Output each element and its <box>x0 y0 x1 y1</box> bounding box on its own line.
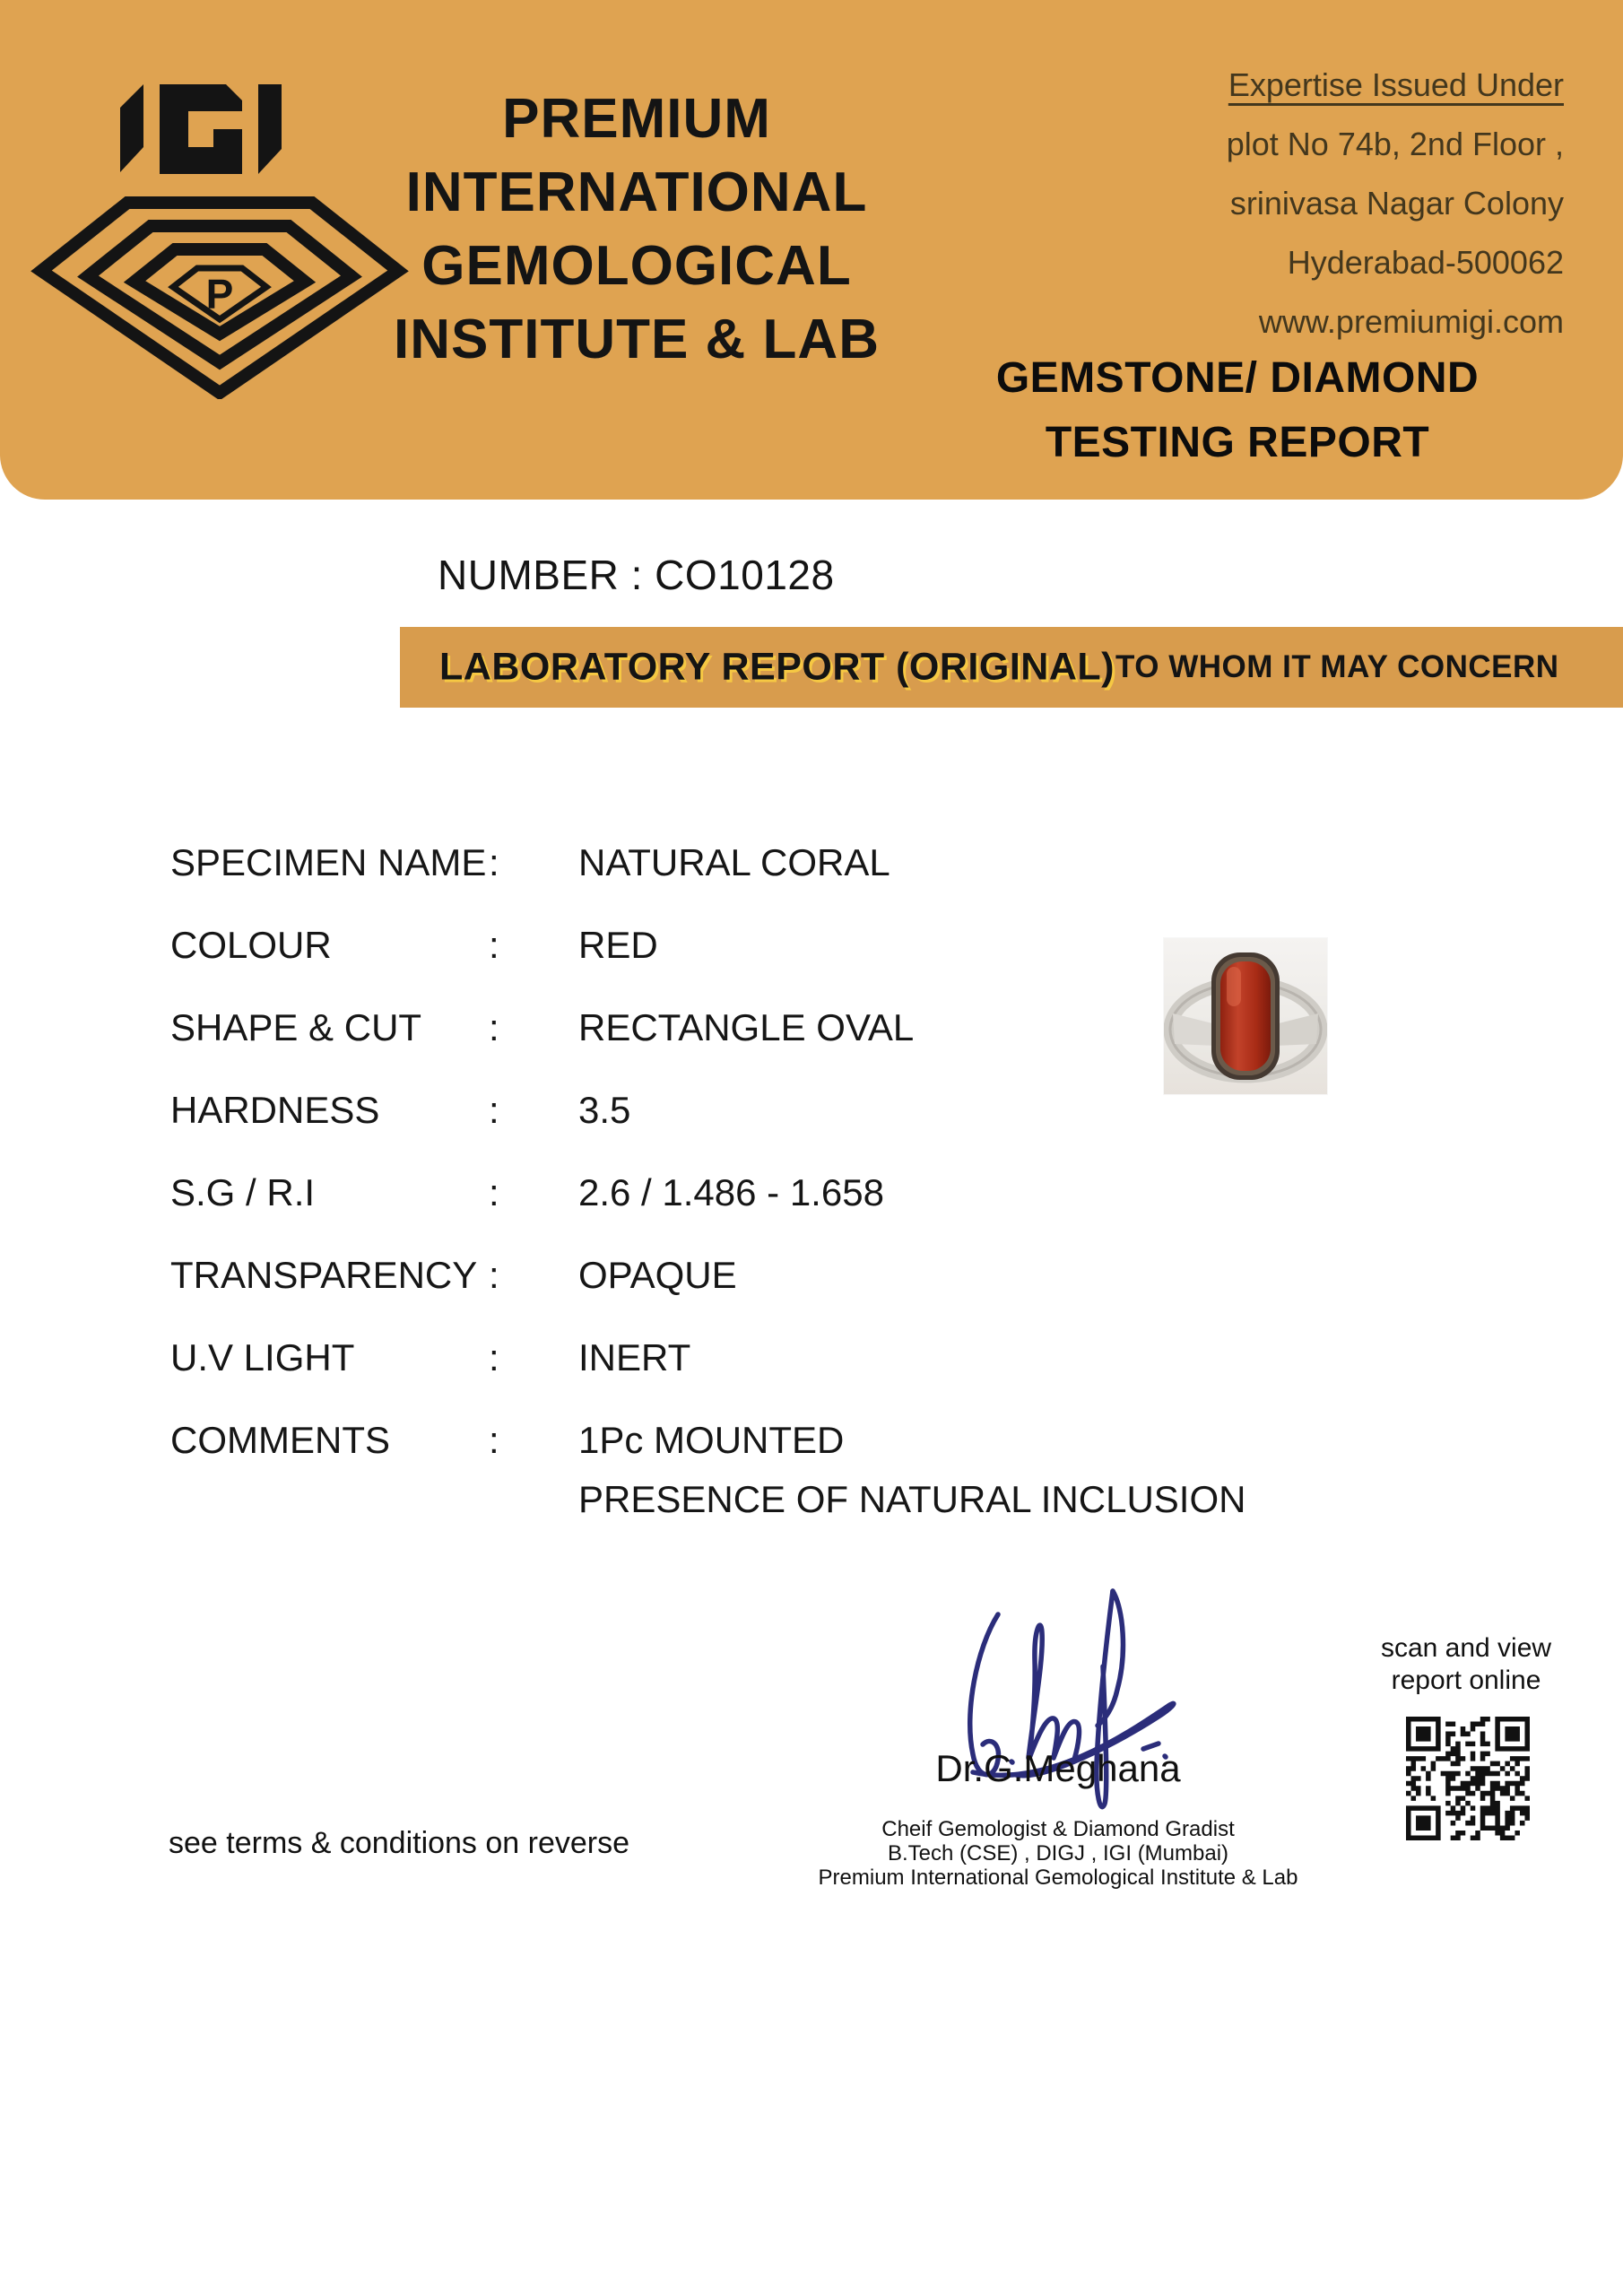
field-separator: : <box>489 1089 499 1131</box>
field-label: HARDNESS <box>170 1089 380 1131</box>
comments-second-line: PRESENCE OF NATURAL INCLUSION <box>578 1478 1246 1520</box>
report-type-line: GEMSTONE/ DIAMOND <box>995 354 1480 402</box>
field-row <box>0 1254 1623 1297</box>
report-type-line: TESTING REPORT <box>1045 419 1430 466</box>
logo-center-letter: P <box>205 271 234 317</box>
field-label: TRANSPARENCY <box>170 1254 478 1296</box>
field-value: NATURAL CORAL <box>578 841 890 883</box>
field-separator: : <box>489 1254 499 1296</box>
website-url: www.premiumigi.com <box>1258 303 1564 340</box>
address-line: Hyderabad-500062 <box>1287 244 1564 281</box>
field-separator: : <box>489 924 499 966</box>
issued-under-title: Expertise Issued Under <box>1228 66 1564 103</box>
org-name-line: INSTITUTE & LAB <box>394 309 880 370</box>
to-whom-it-may-concern: TO WHOM IT MAY CONCERN <box>1115 649 1559 684</box>
gemologist-signature <box>928 1577 1197 1828</box>
signatory-name: Dr.G.Meghana <box>935 1747 1181 1789</box>
field-label: COLOUR <box>170 924 332 966</box>
field-label: SHAPE & CUT <box>170 1006 422 1048</box>
field-separator: : <box>489 1336 499 1378</box>
address-line: srinivasa Nagar Colony <box>1229 185 1564 222</box>
qr-code-pattern <box>1406 1717 1530 1840</box>
address-line: plot No 74b, 2nd Floor , <box>1226 126 1564 162</box>
terms-note: see terms & conditions on reverse <box>169 1826 630 1860</box>
field-row <box>0 1089 1623 1132</box>
org-name <box>350 83 924 377</box>
field-label: SPECIMEN NAME <box>170 841 487 883</box>
org-name-line: INTERNATIONAL <box>405 161 868 223</box>
org-name-line: PREMIUM <box>502 88 771 150</box>
qr-caption-line: report online <box>1391 1665 1541 1695</box>
field-label: S.G / R.I <box>170 1171 316 1213</box>
field-row <box>0 1171 1623 1214</box>
field-value: 1Pc MOUNTED <box>578 1419 845 1461</box>
laboratory-report-title: LABORATORY REPORT (ORIGINAL) <box>439 645 1115 689</box>
field-separator: : <box>489 1419 499 1461</box>
org-name-line: GEMOLOGICAL <box>421 235 852 297</box>
field-value: OPAQUE <box>578 1254 737 1296</box>
report-number: NUMBER : CO10128 <box>438 552 835 598</box>
signatory-title-line: Cheif Gemologist & Diamond Gradist <box>881 1817 1235 1841</box>
coral-ring-illustration <box>1164 938 1327 1094</box>
field-row <box>0 1336 1623 1379</box>
field-value: INERT <box>578 1336 691 1378</box>
signatory-titles <box>771 1817 1345 1890</box>
report-type-heading <box>995 346 1480 475</box>
specimen-photo <box>1164 938 1327 1094</box>
field-value: RED <box>578 924 658 966</box>
field-label: COMMENTS <box>170 1419 390 1461</box>
laboratory-report-banner <box>400 627 1623 708</box>
field-separator: : <box>489 1171 499 1213</box>
signatory-title-line: Premium International Gemological Institute & Lab <box>818 1866 1298 1890</box>
field-row <box>0 1006 1623 1049</box>
field-value: RECTANGLE OVAL <box>578 1006 915 1048</box>
field-separator: : <box>489 841 499 883</box>
qr-caption <box>1318 1632 1614 1697</box>
field-separator: : <box>489 1006 499 1048</box>
field-row <box>0 1419 1623 1462</box>
qr-caption-line: scan and view <box>1380 1633 1552 1663</box>
field-label: U.V LIGHT <box>170 1336 355 1378</box>
field-row <box>0 841 1623 884</box>
issued-under-address <box>1008 56 1564 352</box>
field-value: 2.6 / 1.486 - 1.658 <box>578 1171 884 1213</box>
signatory-title-line: B.Tech (CSE) , DIGJ , IGI (Mumbai) <box>887 1841 1229 1866</box>
field-row <box>0 924 1623 967</box>
qr-code <box>1406 1717 1530 1840</box>
header-banner <box>0 0 1623 500</box>
field-value: 3.5 <box>578 1089 631 1131</box>
